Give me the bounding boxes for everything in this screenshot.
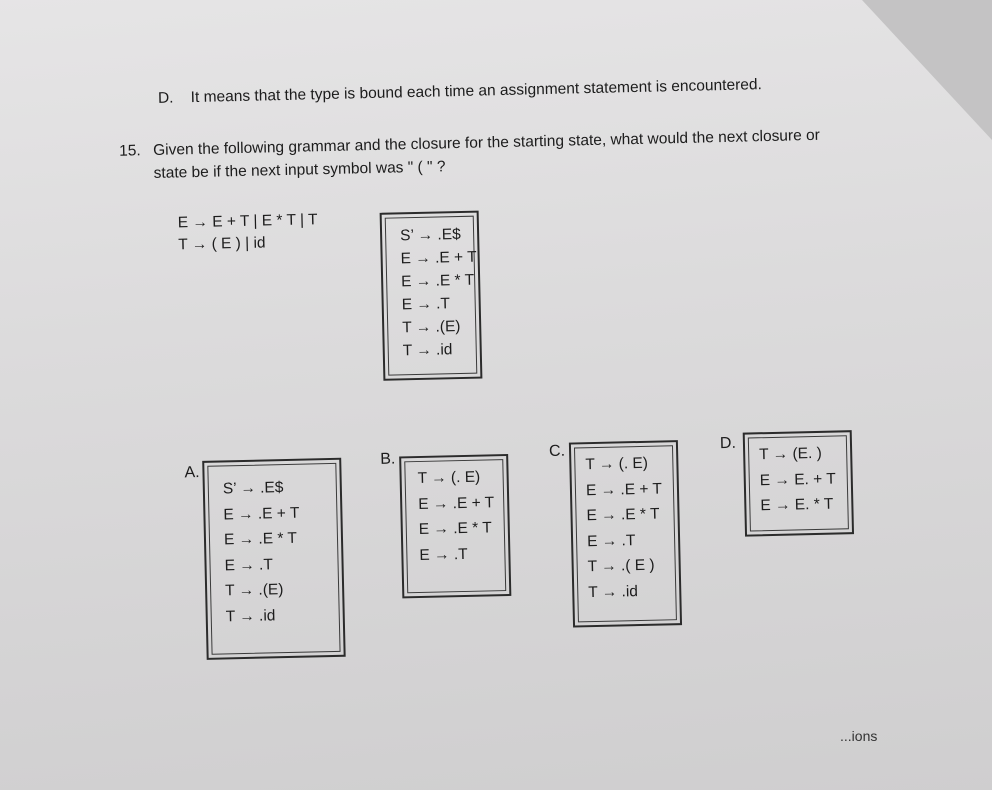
start-item: T → .(E): [402, 318, 461, 337]
start-closure-items: [400, 223, 479, 363]
grammar-rules: [178, 209, 319, 256]
choice-b-item: E → .E * T: [418, 519, 492, 539]
choice-d-item: E → E. + T: [759, 470, 836, 489]
previous-option-d-text: It means that the type is bound each time an assignment statement is encountered.: [190, 76, 763, 107]
choice-a-item: T → .(E): [224, 581, 284, 600]
choice-c-item: T → .id: [588, 582, 639, 601]
choice-d-label[interactable]: D.: [719, 434, 737, 453]
question-number: 15.: [118, 142, 141, 160]
choice-b-label[interactable]: B.: [380, 450, 396, 468]
choice-a-item: E → .T: [224, 555, 273, 574]
choice-d-item: T → (E. ): [759, 444, 822, 464]
choice-a-item: S’ → .E$: [222, 479, 284, 498]
bottom-text-fragment: ...ions: [840, 728, 878, 744]
choice-b-box[interactable]: [399, 454, 511, 598]
choice-c-label[interactable]: C.: [548, 442, 566, 461]
choice-d-item: E → E. * T: [760, 495, 834, 515]
start-closure-box: [380, 211, 483, 381]
choice-c-items: [585, 450, 664, 605]
start-item: T → .id: [402, 341, 453, 360]
previous-option-d-letter: D.: [157, 89, 174, 107]
question-text-line-1: Given the following grammar and the closure for the starting state, what would the next closure or: [152, 126, 821, 159]
choice-c-item: T → (. E): [585, 454, 649, 474]
start-item: E → .E * T: [400, 271, 475, 291]
choice-a-items: [223, 475, 302, 630]
choice-c-item: E → .E + T: [585, 479, 663, 499]
choice-b-item: E → .T: [419, 545, 468, 564]
choice-a-box[interactable]: [202, 458, 345, 660]
choice-a-item: E → .E + T: [223, 504, 300, 523]
choice-c-item: T → .( E ): [587, 556, 655, 576]
choice-d-items: [759, 441, 837, 519]
choice-c-box[interactable]: [569, 440, 682, 627]
choice-a-item: E → .E * T: [223, 529, 298, 549]
choice-c-item: E → .E * T: [586, 505, 660, 525]
grammar-rule-e: E → E + T | E * T | T: [177, 211, 318, 232]
choice-a-label[interactable]: A.: [184, 463, 200, 482]
question-text-line-2: state be if the next input symbol was " ( " ?: [153, 158, 446, 182]
choice-d-box[interactable]: [743, 430, 854, 536]
start-item: E → .T: [401, 295, 451, 314]
choice-b-items: [417, 464, 495, 568]
previous-option-d: [158, 76, 762, 108]
choice-c-item: E → .T: [586, 531, 636, 550]
start-item: S’ → .E$: [399, 225, 461, 245]
grammar-rule-t: T → ( E ) | id: [178, 234, 266, 254]
choice-b-item: E → .E + T: [418, 493, 495, 513]
choice-a-item: T → .id: [225, 606, 276, 625]
choice-b-item: T → (. E): [417, 468, 481, 488]
start-item: E → .E + T: [400, 248, 477, 268]
